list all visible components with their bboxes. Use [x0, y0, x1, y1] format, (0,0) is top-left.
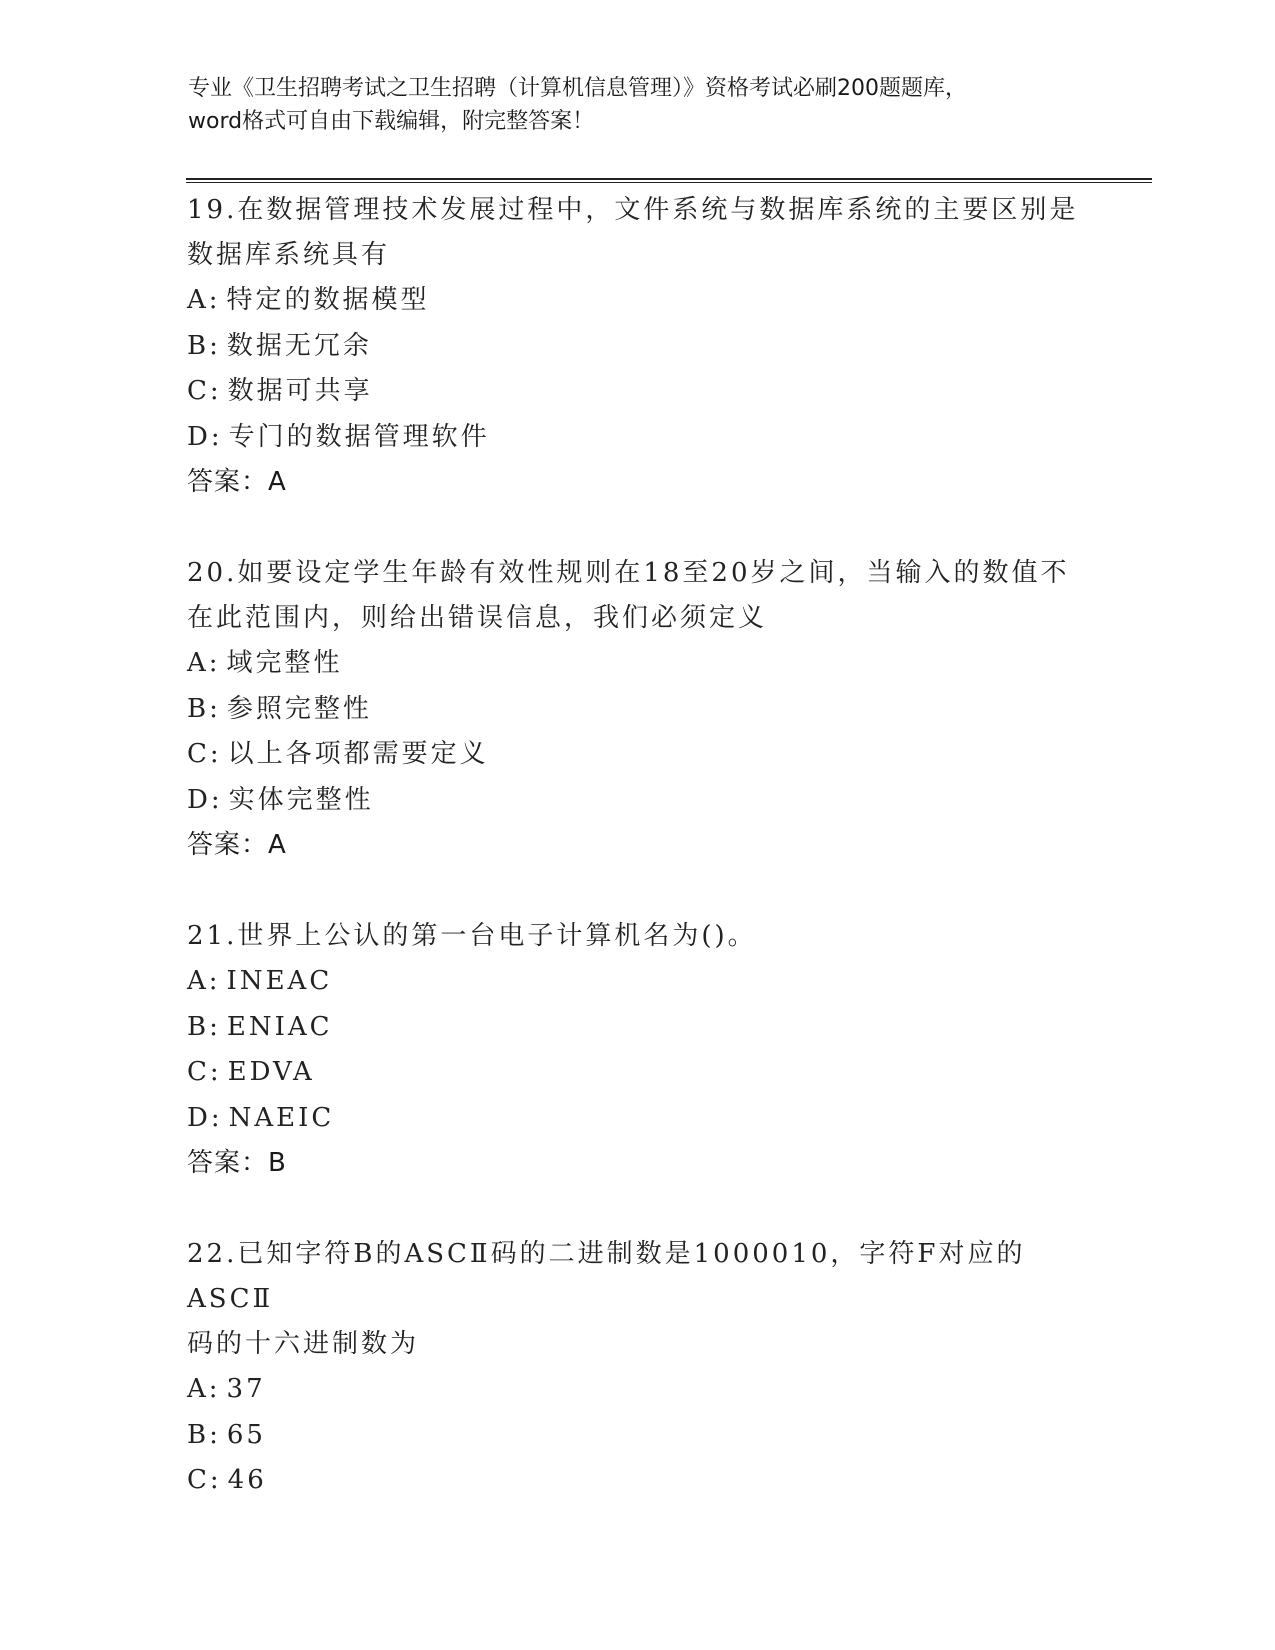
option-d — [187, 1096, 1087, 1142]
option-key: D: — [187, 784, 223, 815]
option-key: C: — [187, 376, 222, 406]
question-stem-line: 在此范围内，则给出错误信息，我们必须定义 — [187, 603, 768, 633]
option-key: D: — [187, 1102, 223, 1133]
document-header — [188, 72, 1088, 138]
option-text: 参照完整性 — [226, 693, 372, 724]
option-text: 域完整性 — [226, 648, 343, 678]
option-key: A: — [187, 285, 221, 315]
option-key: A: — [187, 648, 221, 678]
option-c — [187, 369, 1087, 415]
option-text: ENIAC — [226, 1011, 333, 1042]
option-c — [187, 1050, 1087, 1096]
option-a — [187, 278, 1087, 324]
answer-line: 答案：A — [187, 467, 287, 497]
header-line-1: 专业《卫生招聘考试之卫生招聘（计算机信息管理）》资格考试必刷200题题库， — [188, 76, 967, 101]
option-key: A: — [187, 966, 221, 996]
option-b — [187, 324, 1087, 370]
question-stem-line: 21.世界上公认的第一台电子计算机名为()。 — [187, 921, 757, 951]
option-key: A: — [187, 1374, 221, 1404]
question-21 — [187, 914, 1087, 1186]
option-key: B: — [187, 330, 221, 361]
option-key: B: — [187, 693, 221, 724]
option-c — [187, 732, 1087, 778]
answer-line: 答案：B — [187, 1148, 287, 1178]
option-a — [187, 1367, 1087, 1413]
option-text: 65 — [226, 1419, 266, 1450]
option-d — [187, 778, 1087, 824]
question-stem-line: 码的十六进制数为 — [187, 1329, 420, 1359]
option-text: 数据可共享 — [227, 376, 373, 406]
option-key: B: — [187, 1011, 221, 1042]
option-d — [187, 415, 1087, 461]
option-text: 37 — [226, 1374, 266, 1404]
option-text: 以上各项都需要定义 — [227, 739, 489, 769]
option-key: C: — [187, 1057, 222, 1087]
option-key: D: — [187, 421, 223, 452]
question-stem-line: 22.已知字符B的ASCⅡ码的二进制数是1000010，字符F对应的ASCⅡ — [187, 1239, 1026, 1314]
question-20 — [187, 551, 1087, 868]
option-text: 数据无冗余 — [226, 330, 372, 361]
option-text: INEAC — [226, 966, 333, 996]
question-22 — [187, 1232, 1087, 1504]
option-b — [187, 687, 1087, 733]
option-key: B: — [187, 1419, 221, 1450]
option-text: EDVA — [227, 1057, 315, 1087]
question-19 — [187, 188, 1087, 505]
option-text: 特定的数据模型 — [226, 285, 430, 315]
option-key: C: — [187, 739, 222, 769]
question-stem-line: 数据库系统具有 — [187, 240, 391, 270]
answer-line: 答案：A — [187, 830, 287, 860]
option-text: 46 — [227, 1465, 267, 1495]
question-stem-line: 20.如要设定学生年龄有效性规则在18至20岁之间，当输入的数值不 — [187, 558, 1070, 588]
option-key: C: — [187, 1465, 222, 1495]
option-a — [187, 641, 1087, 687]
option-text: NAEIC — [228, 1102, 335, 1133]
question-stem-line: 19.在数据管理技术发展过程中，文件系统与数据库系统的主要区别是 — [187, 195, 1079, 225]
question-list — [187, 188, 1087, 1550]
header-divider-thick — [186, 178, 1152, 180]
header-divider-thin — [186, 182, 1152, 183]
option-text: 专门的数据管理软件 — [228, 421, 490, 452]
option-c — [187, 1458, 1087, 1504]
option-b — [187, 1005, 1087, 1051]
option-text: 实体完整性 — [228, 784, 374, 815]
option-a — [187, 959, 1087, 1005]
option-b — [187, 1413, 1087, 1459]
header-line-2: word格式可自由下载编辑，附完整答案！ — [188, 109, 595, 134]
